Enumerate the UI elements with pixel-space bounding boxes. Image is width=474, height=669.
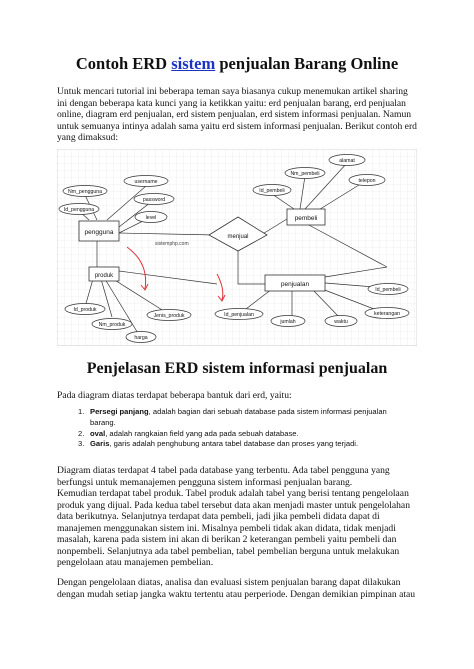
attr-label: Id_penjualan: [224, 312, 254, 318]
attr-label: password: [142, 197, 166, 203]
diagram-watermark: sistemphp.com: [155, 241, 189, 247]
list-number: 1.: [78, 407, 85, 416]
list-text: , garis adalah penghubung antara tabel database dan proses yang terjadi.: [109, 439, 359, 449]
intro-paragraph: Untuk mencari tutorial ini beberapa teman saya biasanya cukup menemukan artikel sharing ini dengan beberapa kata kunci yang ia ketikkan yaitu: erd penjualan barang, erd penjualan online, diagram erd penjualan, erd sistem penjualan, erd sistem informasi penjualan. Namun untuk semuanya intinya adalah sama yaitu erd sistem informasi penjualan. Berikut contoh erd yang dimaksud:: [57, 86, 417, 143]
attr-label: level: [145, 215, 157, 221]
paragraph-produk: Kemudian terdapat tabel produk. Tabel produk adalah tabel yang berisi tentang pengelolaan produk yang dijual. Pada kedua tabel tersebut data akan menjadi master untuk pengelolahan data berikutnya. Selanjutnya terdapat data pembeli, jadi jika pembeli didata dapat di manajemen menggunakan sistem ini. Misalnya pembeli tidak akan didata, tidak menjadi masalah, karena pada sistem ini akan di berikan 2 keterangan pembeli yaitu pembeli dan nonpembeli. Selanjutnya ada tabel pembelian, tabel pembelian berguna untuk melakukan pengelolaan atau manajemen pembelian.: [57, 488, 410, 568]
list-item: [78, 407, 398, 429]
paragraph-pengelolaan: Dengan pengelolaan diatas, analisa dan evaluasi sistem penjualan barang dapat dilakukan dengan mudah setiap jangka waktu tertentu atau perperiode. Dengan demikian pimpinan atau: [57, 577, 416, 600]
attr-label: Id_pembeli: [375, 287, 401, 293]
attr-label: Id_pengguna: [63, 207, 95, 213]
attr-label: Id_pembeli: [259, 188, 285, 194]
entity-produk: [89, 267, 119, 281]
list-term: Persegi panjang: [90, 407, 149, 416]
entity-label: penjualan: [280, 281, 310, 288]
erd-diagram: [57, 149, 417, 346]
list-number: 2.: [78, 428, 85, 438]
list-item: [78, 439, 398, 450]
entity-label: pengguna: [84, 229, 114, 236]
attr-label: jumlah: [280, 319, 296, 325]
erd-diagram-svg: [57, 149, 417, 346]
attr-label: telepon: [358, 178, 376, 184]
list-text: , adalah bagian dari sebuah database pada sistem informasi penjualan barang.: [90, 407, 387, 427]
list-item: [78, 429, 398, 440]
entity-penjualan: [265, 275, 325, 291]
list-number: 3.: [78, 439, 85, 449]
attr-label: username: [134, 179, 158, 185]
list-term: Garis: [90, 439, 110, 449]
erd-shape-list: [78, 407, 398, 450]
paragraph-tables: Diagram diatas terdapat 4 tabel pada database yang terbentu. Ada tabel pengguna yang berfungsi untuk memanajemen pengguna sistem informasi penjualan barang.: [57, 465, 390, 488]
attr-label: keterangan: [374, 311, 400, 317]
attr-label: Nm_pengguna: [67, 189, 103, 195]
attr-label: Id_produk: [73, 307, 97, 313]
entity-pengguna: [79, 221, 119, 241]
title-text-before: Contoh ERD: [75, 54, 172, 73]
section-heading: Penjelasan ERD sistem informasi penjualan: [86, 360, 388, 377]
page-title: [0, 54, 474, 74]
attr-label: alamat: [339, 158, 355, 164]
list-intro-paragraph: Pada diagram diatas terdapat beberapa bantuk dari erd, yaitu:: [57, 390, 292, 401]
attr-label: Nm_pembeli: [290, 171, 320, 177]
list-term: oval: [90, 428, 106, 438]
entity-label: produk: [94, 273, 114, 279]
entity-pembeli: [287, 209, 325, 225]
attr-label: waktu: [334, 319, 348, 325]
title-text-after: penjualan Barang Online: [215, 54, 399, 73]
entity-label: pembeli: [294, 215, 318, 222]
list-text: , adalah rangkaian field yang ada pada sebuah database.: [105, 428, 299, 438]
attr-label: harga: [134, 335, 148, 341]
attr-label: Nm_produk: [98, 322, 126, 328]
sistem-link[interactable]: sistem: [171, 54, 216, 73]
attr-label: Jenis_produk: [153, 313, 185, 319]
relationship-label: menjual: [227, 234, 249, 240]
